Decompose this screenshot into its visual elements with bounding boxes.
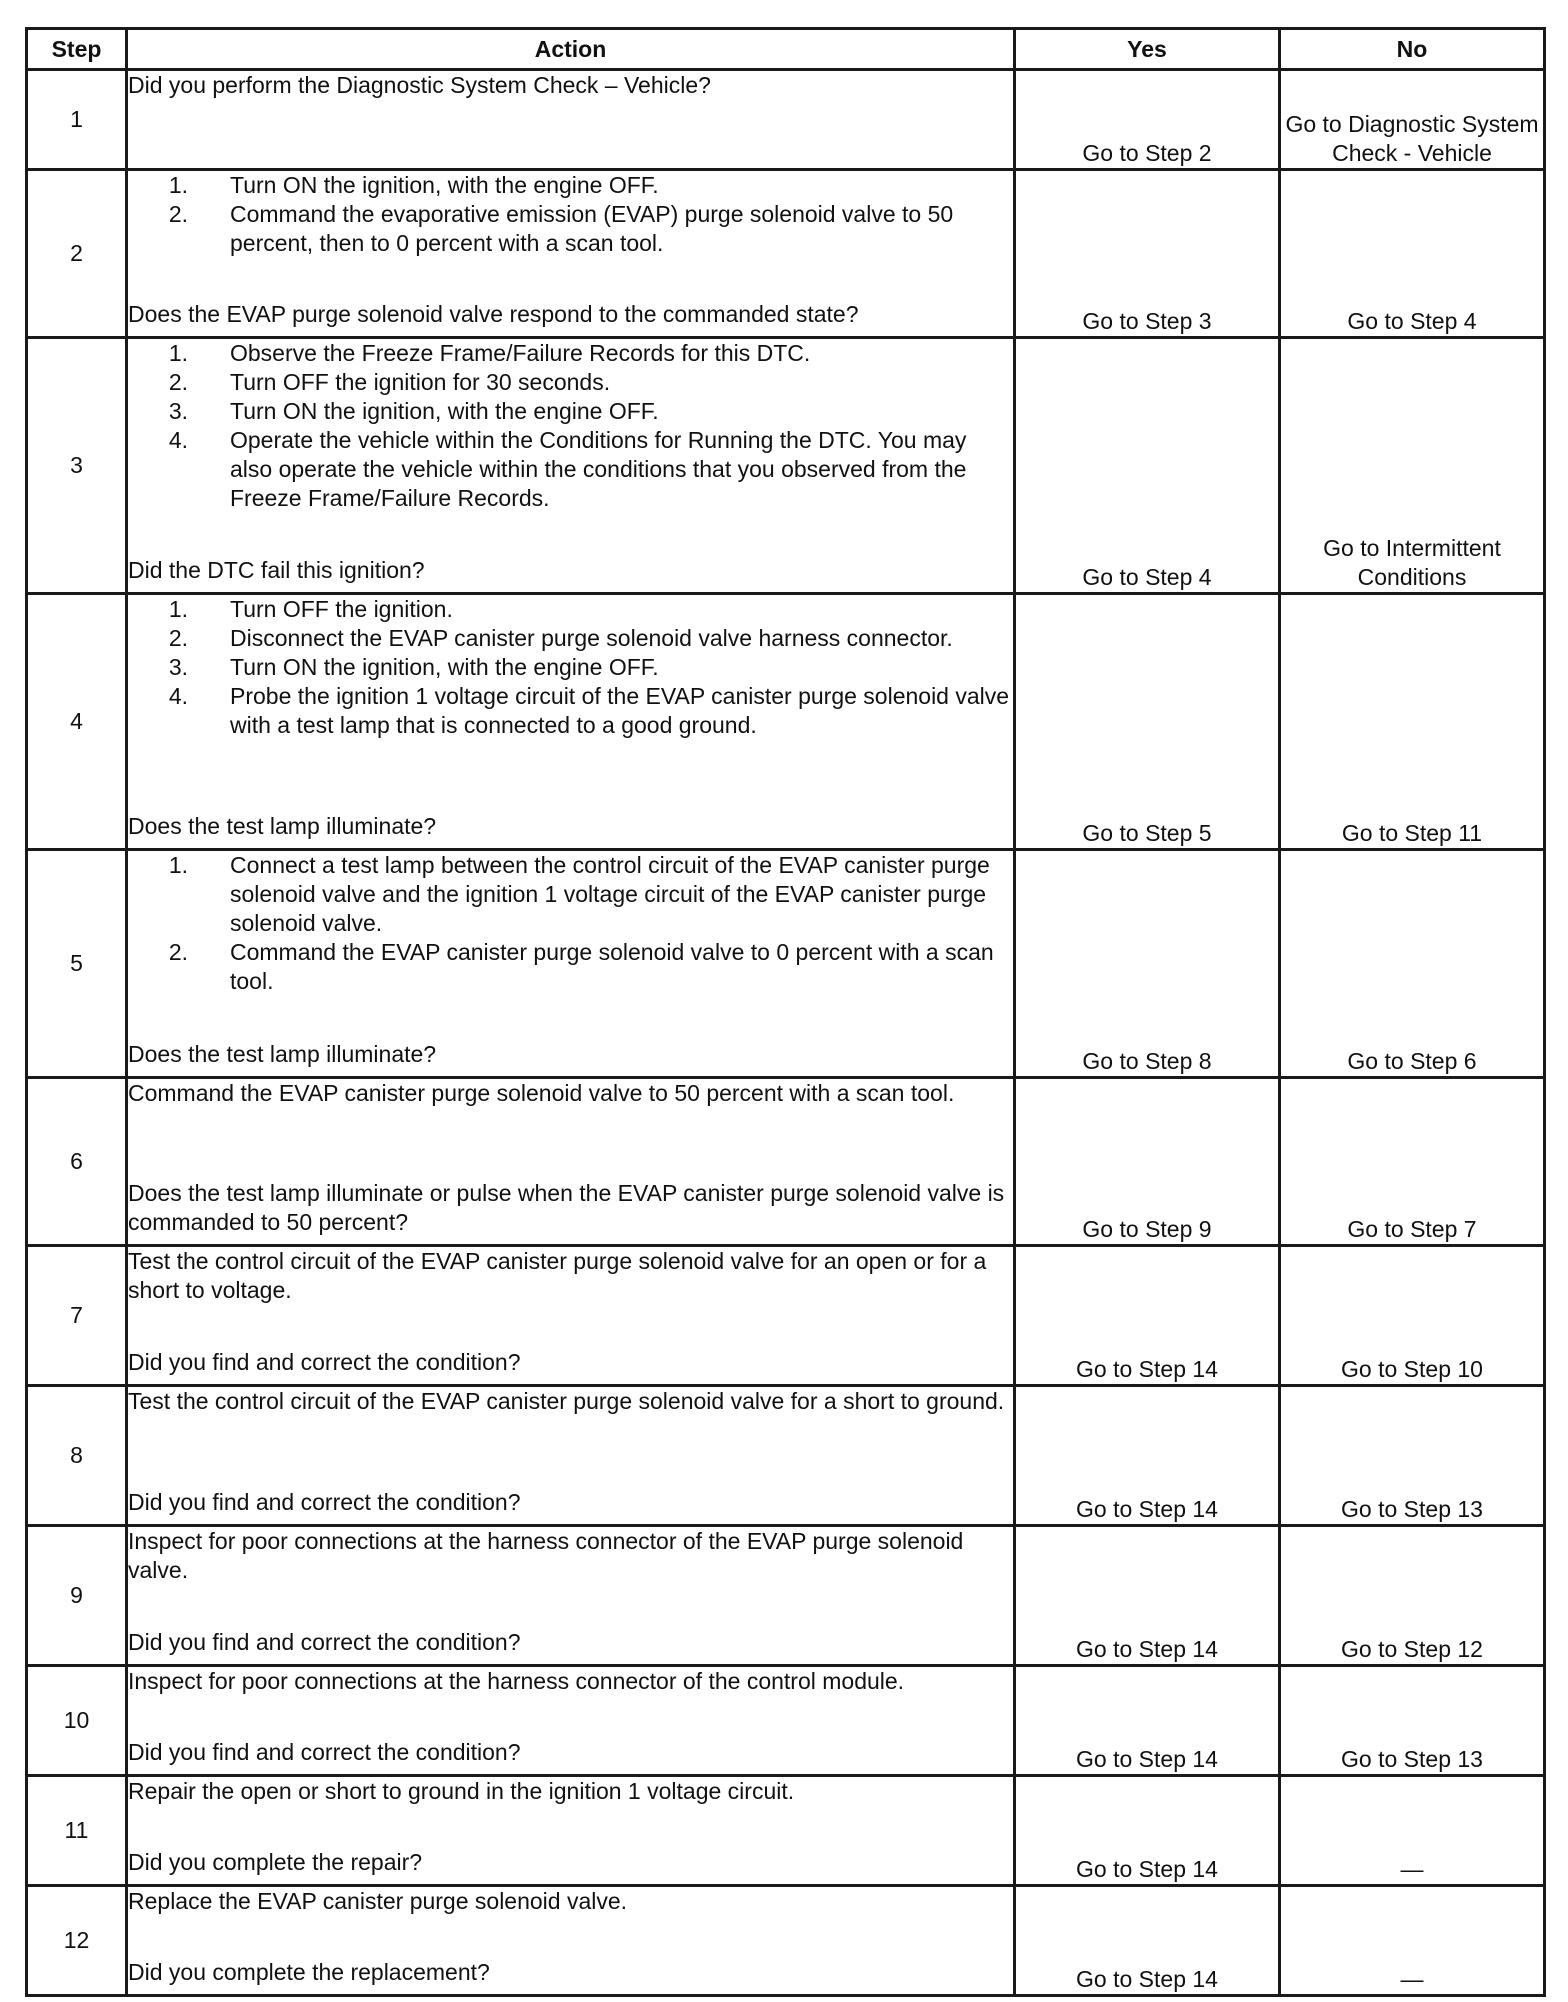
- list-item: [128, 851, 1013, 938]
- list-item: [128, 426, 1013, 513]
- step-number: 9: [27, 1526, 127, 1666]
- action-intro: Test the control circuit of the EVAP canister purge solenoid valve for a short to ground.: [128, 1388, 1005, 1414]
- action-instructions: [128, 1887, 1013, 1916]
- action-cell: [127, 70, 1015, 170]
- action-instructions: [128, 1247, 1013, 1305]
- yes-result: Go to Step 14: [1015, 1886, 1280, 1996]
- list-item-number: 2.: [168, 939, 188, 965]
- table-row: [27, 1246, 1545, 1386]
- action-instructions: [128, 595, 1013, 740]
- no-result: Go to Intermittent Conditions: [1280, 338, 1545, 594]
- action-instructions: [128, 339, 1013, 513]
- list-item-text: Turn OFF the ignition.: [230, 596, 453, 622]
- action-intro: Inspect for poor connections at the harness connector of the EVAP purge solenoid valve.: [128, 1528, 964, 1583]
- step-number: 5: [27, 850, 127, 1078]
- action-question: Did you find and correct the condition?: [128, 1629, 521, 1655]
- action-question: Does the test lamp illuminate or pulse when the EVAP canister purge solenoid valve is commanded to 50 percent?: [128, 1180, 1005, 1235]
- no-result: Go to Step 10: [1280, 1246, 1545, 1386]
- action-instructions: [128, 1667, 1013, 1696]
- step-number: 3: [27, 338, 127, 594]
- yes-result: Go to Step 9: [1015, 1078, 1280, 1246]
- list-item-text: Command the evaporative emission (EVAP) purge solenoid valve to 50 percent, then to 0 percent with a scan tool.: [230, 201, 954, 256]
- header-row: [27, 29, 1545, 70]
- list-item-number: 1.: [168, 852, 188, 878]
- table-row: [27, 1078, 1545, 1246]
- step-number: 7: [27, 1246, 127, 1386]
- yes-result: Go to Step 14: [1015, 1386, 1280, 1526]
- yes-result: Go to Step 2: [1015, 70, 1280, 170]
- action-instructions: [128, 71, 1013, 100]
- action-intro: Repair the open or short to ground in the ignition 1 voltage circuit.: [128, 1778, 795, 1804]
- action-cell: [127, 1246, 1015, 1386]
- list-item: [128, 624, 1013, 653]
- list-item-number: 3.: [168, 654, 188, 680]
- action-instructions: [128, 1527, 1013, 1585]
- list-item-text: Operate the vehicle within the Conditions for Running the DTC. You may also operate the vehicle within the conditions that you observed from the Freeze Frame/Failure Records.: [230, 427, 967, 511]
- list-item-text: Turn ON the ignition, with the engine OFF.: [230, 172, 659, 198]
- action-intro: Test the control circuit of the EVAP canister purge solenoid valve for an open or for a short to voltage.: [128, 1248, 987, 1303]
- action-question: Did you find and correct the condition?: [128, 1489, 521, 1515]
- table-row: [27, 594, 1545, 850]
- action-intro: Replace the EVAP canister purge solenoid valve.: [128, 1888, 628, 1914]
- action-question: Does the test lamp illuminate?: [128, 813, 437, 839]
- action-question: Does the test lamp illuminate?: [128, 1041, 437, 1067]
- action-instructions: [128, 1387, 1013, 1416]
- action-cell: [127, 1078, 1015, 1246]
- table-row: [27, 170, 1545, 338]
- yes-result: Go to Step 14: [1015, 1666, 1280, 1776]
- table-row: [27, 850, 1545, 1078]
- no-result: Go to Step 12: [1280, 1526, 1545, 1666]
- action-question: Did you find and correct the condition?: [128, 1739, 521, 1765]
- table-row: [27, 1526, 1545, 1666]
- step-number: 12: [27, 1886, 127, 1996]
- action-cell: [127, 1666, 1015, 1776]
- table-row: [27, 1886, 1545, 1996]
- list-item: [128, 171, 1013, 200]
- step-number: 11: [27, 1776, 127, 1886]
- no-result: Go to Step 13: [1280, 1666, 1545, 1776]
- no-result: Go to Step 4: [1280, 170, 1545, 338]
- step-number: 10: [27, 1666, 127, 1776]
- action-steps-list: [128, 171, 1013, 258]
- list-item: [128, 938, 1013, 996]
- action-instructions: [128, 851, 1013, 996]
- list-item-number: 3.: [168, 398, 188, 424]
- yes-result: Go to Step 3: [1015, 170, 1280, 338]
- action-intro: Inspect for poor connections at the harness connector of the control module.: [128, 1668, 905, 1694]
- action-question: Does the EVAP purge solenoid valve respond to the commanded state?: [128, 301, 859, 327]
- action-cell: [127, 1526, 1015, 1666]
- action-question: Did you complete the repair?: [128, 1849, 423, 1875]
- list-item: [128, 397, 1013, 426]
- action-cell: [127, 1386, 1015, 1526]
- list-item-number: 1.: [168, 172, 188, 198]
- no-result: —: [1280, 1776, 1545, 1886]
- list-item: [128, 595, 1013, 624]
- yes-result: Go to Step 5: [1015, 594, 1280, 850]
- action-cell: [127, 1776, 1015, 1886]
- action-steps-list: [128, 595, 1013, 740]
- table-row: [27, 1666, 1545, 1776]
- action-cell: [127, 1886, 1015, 1996]
- table-body: [27, 70, 1545, 1996]
- action-question: Did you find and correct the condition?: [128, 1349, 521, 1375]
- header-step: Step: [27, 29, 127, 70]
- no-result: Go to Step 6: [1280, 850, 1545, 1078]
- list-item-number: 2.: [168, 625, 188, 651]
- list-item-text: Turn OFF the ignition for 30 seconds.: [230, 369, 611, 395]
- action-question: Did you complete the replacement?: [128, 1959, 490, 1985]
- list-item-text: Turn ON the ignition, with the engine OFF.: [230, 398, 659, 424]
- no-result: —: [1280, 1886, 1545, 1996]
- step-number: 2: [27, 170, 127, 338]
- action-instructions: [128, 1777, 1013, 1806]
- list-item-number: 1.: [168, 340, 188, 366]
- action-steps-list: [128, 339, 1013, 513]
- action-cell: [127, 338, 1015, 594]
- list-item-text: Probe the ignition 1 voltage circuit of the EVAP canister purge solenoid valve with a test lamp that is connected to a good ground.: [230, 683, 1010, 738]
- action-cell: [127, 170, 1015, 338]
- no-result: Go to Diagnostic System Check - Vehicle: [1280, 70, 1545, 170]
- list-item-number: 1.: [168, 596, 188, 622]
- no-result: Go to Step 7: [1280, 1078, 1545, 1246]
- table-row: [27, 338, 1545, 594]
- step-number: 8: [27, 1386, 127, 1526]
- yes-result: Go to Step 14: [1015, 1526, 1280, 1666]
- step-number: 6: [27, 1078, 127, 1246]
- list-item: [128, 682, 1013, 740]
- header-yes: Yes: [1015, 29, 1280, 70]
- list-item: [128, 200, 1013, 258]
- no-result: Go to Step 11: [1280, 594, 1545, 850]
- table-row: [27, 1386, 1545, 1526]
- list-item-text: Turn ON the ignition, with the engine OFF.: [230, 654, 659, 680]
- action-instructions: [128, 171, 1013, 258]
- header-no: No: [1280, 29, 1545, 70]
- action-question: Did the DTC fail this ignition?: [128, 557, 425, 583]
- no-result: Go to Step 13: [1280, 1386, 1545, 1526]
- action-cell: [127, 850, 1015, 1078]
- table-row: [27, 1776, 1545, 1886]
- list-item-number: 2.: [168, 201, 188, 227]
- step-number: 1: [27, 70, 127, 170]
- list-item-number: 4.: [168, 683, 188, 709]
- list-item-text: Command the EVAP canister purge solenoid valve to 0 percent with a scan tool.: [230, 939, 994, 994]
- yes-result: Go to Step 14: [1015, 1246, 1280, 1386]
- header-action: Action: [127, 29, 1015, 70]
- action-intro: Did you perform the Diagnostic System Check – Vehicle?: [128, 72, 711, 98]
- action-steps-list: [128, 851, 1013, 996]
- list-item-number: 2.: [168, 369, 188, 395]
- table-row: [27, 70, 1545, 170]
- yes-result: Go to Step 4: [1015, 338, 1280, 594]
- list-item-number: 4.: [168, 427, 188, 453]
- list-item: [128, 653, 1013, 682]
- list-item: [128, 368, 1013, 397]
- diagnostic-table: [25, 27, 1546, 1997]
- list-item-text: Disconnect the EVAP canister purge solenoid valve harness connector.: [230, 625, 953, 651]
- yes-result: Go to Step 8: [1015, 850, 1280, 1078]
- list-item-text: Connect a test lamp between the control circuit of the EVAP canister purge solenoid valve and the ignition 1 voltage circuit of the EVAP canister purge solenoid valve.: [230, 852, 990, 936]
- list-item: [128, 339, 1013, 368]
- yes-result: Go to Step 14: [1015, 1776, 1280, 1886]
- action-intro: Command the EVAP canister purge solenoid valve to 50 percent with a scan tool.: [128, 1080, 955, 1106]
- action-cell: [127, 594, 1015, 850]
- action-instructions: [128, 1079, 1013, 1108]
- list-item-text: Observe the Freeze Frame/Failure Records for this DTC.: [230, 340, 811, 366]
- step-number: 4: [27, 594, 127, 850]
